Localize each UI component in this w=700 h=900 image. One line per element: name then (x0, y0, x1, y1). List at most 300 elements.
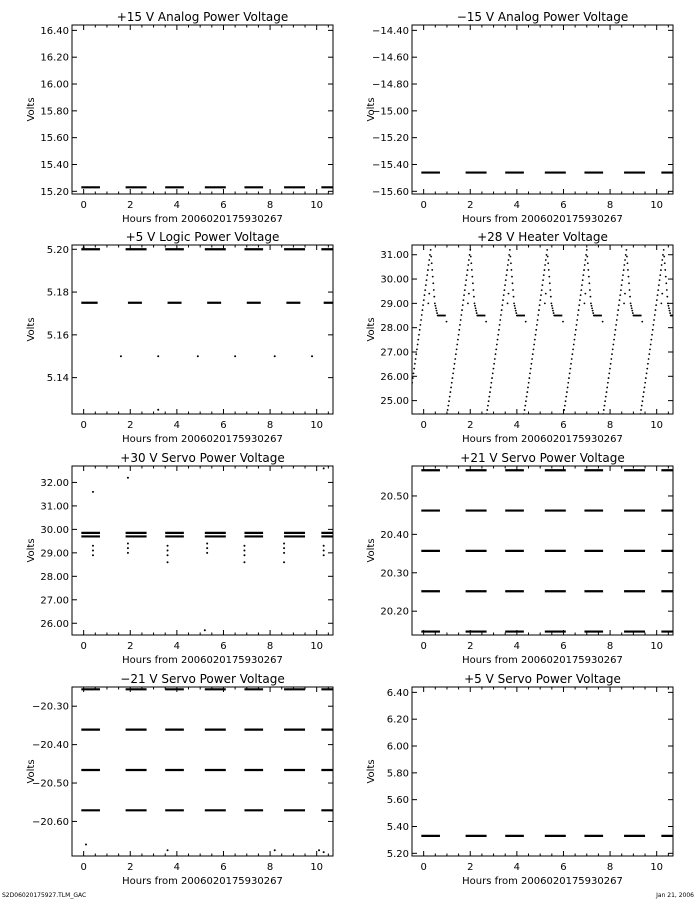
data-point (657, 289, 659, 291)
x-tick-label: 2 (467, 420, 474, 431)
data-point (466, 274, 468, 276)
y-tick-label: −15.20 (371, 133, 409, 145)
data-point (204, 629, 206, 631)
data-point (621, 284, 623, 286)
x-tick-label: 2 (127, 200, 134, 211)
data-point (529, 372, 531, 374)
data-point (512, 289, 514, 291)
data-point (454, 358, 456, 360)
data-point (495, 348, 497, 350)
data-point (632, 312, 634, 314)
data-point (623, 269, 625, 271)
data-point (157, 355, 159, 357)
data-point (567, 382, 569, 384)
y-tick-label: −14.60 (371, 52, 409, 64)
x-tick-label: 2 (467, 641, 474, 652)
data-point (539, 304, 541, 306)
x-tick-label: 0 (420, 862, 427, 873)
data-point (611, 353, 613, 355)
data-point (129, 248, 131, 250)
y-tick-label: 15.80 (40, 106, 69, 118)
data-point (550, 296, 552, 298)
data-point (585, 254, 587, 256)
y-tick-label: 32.00 (40, 477, 69, 489)
data-point (83, 246, 85, 248)
data-point (543, 274, 545, 276)
data-point (502, 299, 504, 301)
data-point (570, 363, 572, 365)
y-tick-label: 20.20 (380, 606, 409, 618)
data-point (650, 339, 652, 341)
y-tick-label: −20.30 (31, 701, 69, 713)
data-point (413, 368, 415, 370)
data-point (592, 310, 594, 312)
data-point (612, 344, 614, 346)
x-tick-label: 10 (650, 200, 664, 211)
data-point (564, 405, 566, 407)
x-tick-label: 0 (80, 200, 87, 211)
chart-panel-3 (26, 230, 338, 445)
x-tick-label: 2 (127, 641, 134, 652)
data-point (625, 254, 627, 256)
x-tick-label: 6 (560, 641, 567, 652)
data-point (508, 254, 510, 256)
y-tick-label: 26.00 (380, 371, 409, 383)
data-point (571, 358, 573, 360)
data-point (92, 545, 94, 547)
data-point (506, 274, 508, 276)
y-tick-label: 6.20 (386, 714, 409, 726)
data-point (623, 302, 625, 304)
data-point (535, 334, 537, 336)
data-point (415, 358, 417, 360)
y-tick-label: 25.00 (380, 396, 409, 408)
data-point (586, 256, 588, 258)
data-point (414, 363, 416, 365)
data-point (452, 377, 454, 379)
x-tick-label: 8 (266, 641, 274, 652)
y-tick-label: −15.60 (371, 186, 409, 198)
y-tick-label: 30.00 (40, 524, 69, 536)
data-point (127, 547, 129, 549)
y-tick-label: 6.40 (386, 687, 409, 699)
data-point (652, 329, 654, 331)
y-tick-label: 20.30 (380, 568, 409, 580)
plot-frame (72, 687, 333, 856)
chart-title: +30 V Servo Power Voltage (120, 451, 285, 465)
data-point (648, 358, 650, 360)
data-point (603, 409, 605, 411)
data-point (664, 269, 666, 271)
x-tick-label: 8 (606, 420, 614, 431)
y-tick-label: 5.80 (386, 768, 409, 780)
data-point (475, 310, 477, 312)
data-point (451, 382, 453, 384)
data-point (524, 409, 526, 411)
data-point (523, 413, 525, 415)
data-point (274, 355, 276, 357)
x-tick-label: 4 (173, 862, 181, 873)
data-point (584, 264, 586, 266)
data-point (456, 344, 458, 346)
y-axis-label: Volts (366, 317, 377, 342)
data-point (544, 264, 546, 266)
data-point (553, 312, 555, 314)
data-point (463, 299, 465, 301)
chart-title: +21 V Servo Power Voltage (460, 451, 625, 465)
data-point (425, 284, 427, 286)
data-point (619, 299, 621, 301)
x-tick-label: 6 (220, 200, 227, 211)
data-point (577, 314, 579, 316)
data-point (649, 348, 651, 350)
data-point (430, 256, 432, 258)
x-tick-label: 4 (513, 862, 521, 873)
data-point (243, 561, 245, 563)
plot-frame (72, 245, 333, 414)
data-point (462, 304, 464, 306)
data-point (567, 387, 569, 389)
x-axis-label: Hours from 2006020175930267 (122, 214, 283, 225)
data-point (513, 302, 515, 304)
data-point (407, 409, 409, 411)
data-point (415, 353, 417, 355)
data-point (243, 554, 245, 556)
data-point (470, 262, 472, 264)
y-tick-label: 27.00 (40, 595, 69, 607)
plot-frame (72, 466, 333, 635)
data-point (574, 334, 576, 336)
data-point (467, 302, 469, 304)
chart-title: +5 V Servo Power Voltage (464, 672, 621, 686)
data-point (612, 348, 614, 350)
chart-title: −21 V Servo Power Voltage (120, 672, 285, 686)
chart-panel-4 (366, 230, 680, 445)
data-point (605, 396, 607, 398)
data-point (471, 269, 473, 271)
data-point (535, 329, 537, 331)
data-layer (81, 689, 337, 853)
data-point (607, 382, 609, 384)
data-point (589, 289, 591, 291)
data-point (431, 269, 433, 271)
x-tick-label: 6 (220, 862, 227, 873)
x-tick-label: 10 (310, 420, 324, 431)
y-tick-label: 15.40 (40, 159, 69, 171)
data-point (421, 314, 423, 316)
data-point (666, 296, 668, 298)
data-point (489, 391, 491, 393)
y-tick-label: −20.60 (31, 816, 69, 828)
y-tick-label: −15.40 (371, 159, 409, 171)
data-point (433, 296, 435, 298)
data-point (456, 348, 458, 350)
data-point (602, 413, 604, 415)
data-point (531, 358, 533, 360)
data-point (458, 334, 460, 336)
data-point (641, 405, 643, 407)
data-point (420, 319, 422, 321)
data-point (525, 321, 527, 323)
data-point (591, 305, 593, 307)
plot-frame (72, 25, 333, 194)
data-point (413, 372, 415, 374)
data-point (582, 279, 584, 281)
data-point (406, 413, 408, 415)
data-point (495, 353, 497, 355)
data-point (650, 344, 652, 346)
data-point (617, 314, 619, 316)
data-point (615, 329, 617, 331)
data-point (127, 477, 129, 479)
data-point (549, 282, 551, 284)
data-point (602, 321, 604, 323)
x-tick-label: 4 (173, 420, 181, 431)
data-point (432, 276, 434, 278)
data-point (492, 372, 494, 374)
data-point (544, 302, 546, 304)
data-point (640, 409, 642, 411)
data-point (643, 391, 645, 393)
data-point (428, 259, 430, 261)
data-point (552, 310, 554, 312)
data-point (659, 274, 661, 276)
data-point (530, 368, 532, 370)
x-tick-label: 6 (220, 641, 227, 652)
data-point (418, 334, 420, 336)
x-tick-label: 6 (560, 862, 567, 873)
footer-filename: S2D06020175927.TLM_GAC (2, 892, 87, 899)
x-tick-label: 8 (606, 200, 614, 211)
x-tick-label: 0 (80, 420, 87, 431)
x-tick-label: 10 (310, 862, 324, 873)
data-point (576, 324, 578, 326)
y-tick-label: 5.18 (46, 287, 69, 299)
data-point (167, 545, 169, 547)
x-tick-label: 0 (420, 200, 427, 211)
data-point (545, 259, 547, 261)
data-point (434, 302, 436, 304)
data-point (283, 547, 285, 549)
data-point (568, 377, 570, 379)
y-tick-label: 28.00 (40, 571, 69, 583)
data-point (584, 293, 586, 295)
data-point (515, 310, 517, 312)
data-point (563, 413, 565, 415)
x-axis-label: Hours from 2006020175930267 (462, 876, 623, 887)
y-tick-label: 15.20 (40, 186, 69, 198)
data-point (549, 289, 551, 291)
data-point (656, 299, 658, 301)
data-point (460, 319, 462, 321)
data-point (507, 264, 509, 266)
data-point (621, 279, 623, 281)
x-tick-label: 0 (420, 641, 427, 652)
y-tick-label: 27.00 (380, 347, 409, 359)
data-point (452, 372, 454, 374)
data-point (668, 307, 670, 309)
data-point (592, 312, 594, 314)
x-tick-label: 6 (560, 420, 567, 431)
data-point (85, 843, 87, 845)
x-tick-label: 0 (80, 641, 87, 652)
data-point (662, 254, 664, 256)
data-point (469, 249, 471, 251)
y-tick-label: 16.00 (40, 79, 69, 91)
data-point (604, 400, 606, 402)
data-layer (421, 470, 677, 631)
data-point (528, 382, 530, 384)
data-point (566, 391, 568, 393)
data-point (474, 302, 476, 304)
data-point (323, 550, 325, 552)
data-point (490, 382, 492, 384)
data-point (590, 296, 592, 298)
data-layer (81, 467, 337, 631)
data-point (127, 542, 129, 544)
data-point (323, 545, 325, 547)
data-point (504, 284, 506, 286)
chart-panel-6 (366, 451, 678, 666)
data-point (465, 284, 467, 286)
data-point (491, 377, 493, 379)
data-point (544, 269, 546, 271)
data-point (551, 305, 553, 307)
data-point (427, 269, 429, 271)
data-point (539, 299, 541, 301)
data-point (496, 344, 498, 346)
data-point (538, 309, 540, 311)
y-tick-label: 5.14 (46, 373, 69, 385)
data-point (663, 256, 665, 258)
data-point (422, 309, 424, 311)
data-point (527, 387, 529, 389)
data-point (588, 276, 590, 278)
data-point (197, 355, 199, 357)
x-tick-label: 2 (127, 420, 134, 431)
data-point (576, 319, 578, 321)
data-point (505, 279, 507, 281)
data-point (424, 294, 426, 296)
chart-panel-1 (26, 10, 338, 225)
data-point (573, 344, 575, 346)
data-point (623, 264, 625, 266)
x-axis-label: Hours from 2006020175930267 (462, 214, 623, 225)
data-point (580, 294, 582, 296)
data-point (663, 249, 665, 251)
data-point (533, 344, 535, 346)
data-point (624, 293, 626, 295)
data-point (417, 344, 419, 346)
data-point (588, 282, 590, 284)
y-axis-label: Volts (26, 317, 37, 342)
data-point (470, 256, 472, 258)
data-point (323, 467, 325, 469)
data-point (665, 276, 667, 278)
data-point (629, 296, 631, 298)
data-point (668, 305, 670, 307)
data-point (525, 400, 527, 402)
data-point (546, 249, 548, 251)
data-point (661, 293, 663, 295)
data-point (436, 312, 438, 314)
data-point (610, 358, 612, 360)
data-point (514, 305, 516, 307)
data-point (606, 387, 608, 389)
data-point (526, 396, 528, 398)
data-point (507, 302, 509, 304)
data-point (579, 299, 581, 301)
data-point (449, 396, 451, 398)
data-point (454, 363, 456, 365)
data-point (447, 405, 449, 407)
data-point (476, 312, 478, 314)
data-point (472, 282, 474, 284)
data-point (426, 274, 428, 276)
data-point (617, 309, 619, 311)
chart-panel-5 (26, 451, 338, 666)
y-tick-label: 5.16 (46, 330, 69, 342)
y-tick-label: 16.40 (40, 25, 69, 37)
x-tick-label: 10 (310, 200, 324, 211)
data-point (508, 293, 510, 295)
data-point (318, 849, 320, 851)
y-tick-label: −20.50 (31, 778, 69, 790)
y-axis-label: Volts (26, 97, 37, 122)
data-point (498, 329, 500, 331)
data-point (647, 363, 649, 365)
y-axis-label: Volts (366, 759, 377, 784)
data-point (625, 249, 627, 251)
data-point (497, 334, 499, 336)
data-point (550, 302, 552, 304)
data-point (497, 339, 499, 341)
data-point (590, 302, 592, 304)
data-point (569, 372, 571, 374)
x-tick-label: 8 (266, 862, 274, 873)
y-tick-label: 26.00 (40, 618, 69, 630)
data-point (461, 309, 463, 311)
data-point (92, 554, 94, 556)
chart-title: +15 V Analog Power Voltage (116, 10, 289, 24)
data-point (604, 405, 606, 407)
data-point (120, 355, 122, 357)
data-point (613, 339, 615, 341)
x-axis-label: Hours from 2006020175930267 (122, 876, 283, 887)
data-point (503, 294, 505, 296)
data-point (449, 391, 451, 393)
data-point (486, 409, 488, 411)
data-point (608, 377, 610, 379)
data-point (274, 849, 276, 851)
data-point (436, 310, 438, 312)
x-tick-label: 10 (650, 862, 664, 873)
data-point (410, 391, 412, 393)
data-point (468, 259, 470, 261)
x-tick-label: 8 (266, 420, 274, 431)
chart-title: −15 V Analog Power Voltage (456, 10, 629, 24)
data-point (475, 307, 477, 309)
data-point (631, 307, 633, 309)
data-point (435, 307, 437, 309)
data-point (548, 276, 550, 278)
data-point (419, 329, 421, 331)
data-point (630, 305, 632, 307)
data-point (167, 849, 169, 851)
data-point (679, 321, 681, 323)
y-tick-label: −14.40 (371, 25, 409, 37)
x-tick-label: 0 (80, 862, 87, 873)
